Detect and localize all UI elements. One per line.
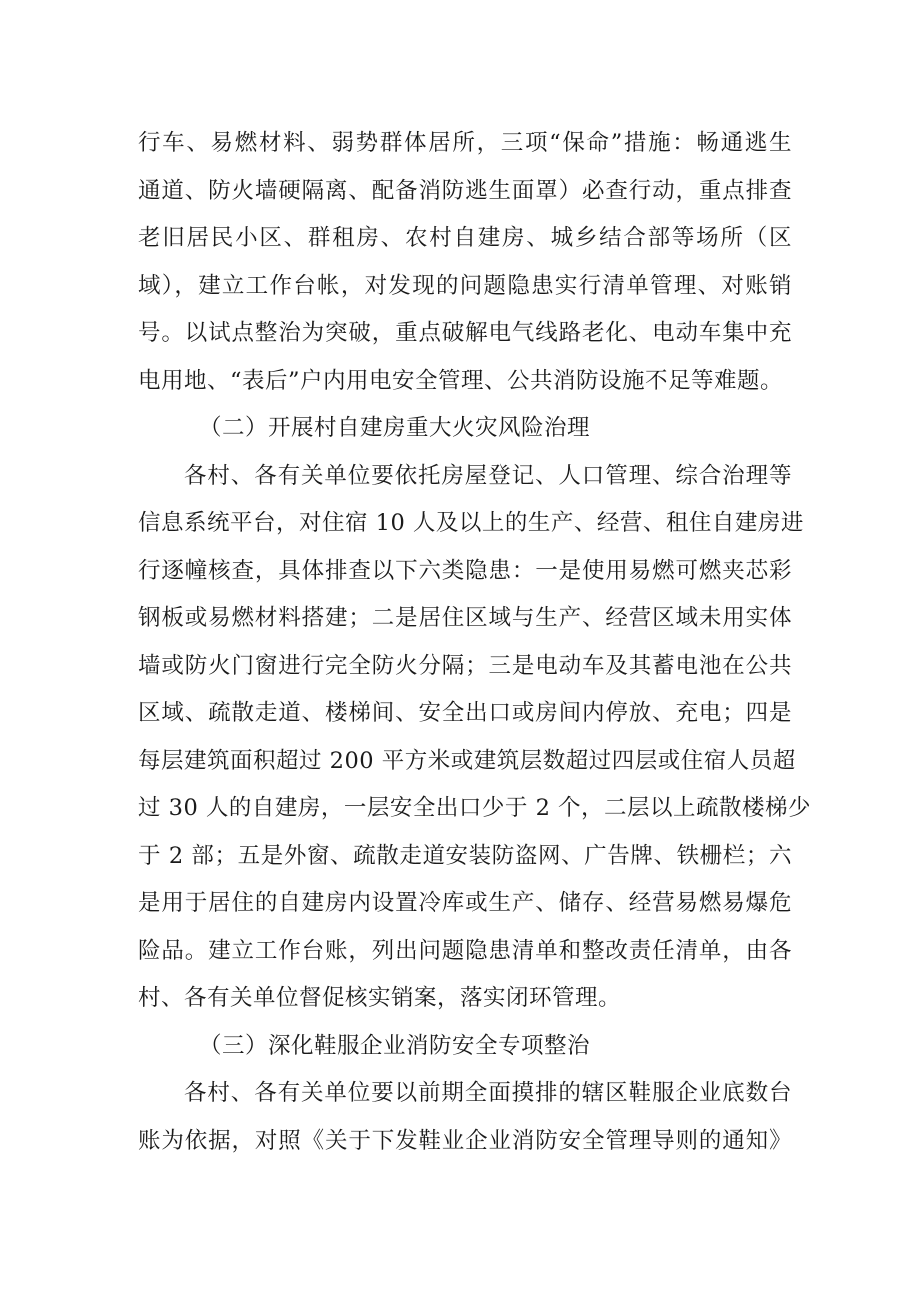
text-line: 险品。建立工作台账，列出问题隐患清单和整改责任清单，由各: [138, 937, 792, 964]
text-line: 区域、疏散走道、楼梯间、安全出口或房间内停放、充电；四是: [138, 700, 792, 726]
text-line: 村、各有关单位督促核实销案，落实闭环管理。: [138, 985, 622, 1011]
section-heading: （三）深化鞋服企业消防安全专项整治: [199, 1032, 591, 1059]
document-body: [138, 120, 812, 1165]
text-line: 过 30 人的自建房，一层安全出口少于 2 个，二层以上疏散楼梯少: [138, 795, 812, 821]
text-line: 墙或防火门窗进行完全防火分隔；三是电动车及其蓄电池在公共: [138, 652, 792, 679]
text-line: 电用地、“表后”户内用电安全管理、公共消防设施不足等难题。: [138, 367, 784, 394]
text-line: 账为依据，对照《关于下发鞋业企业消防安全管理导则的通知》: [138, 1127, 792, 1154]
text-line: 行逐幢核查，具体排查以下六类隐患：一是使用易燃可燃夹芯彩: [138, 557, 792, 584]
text-line: 域），建立工作台帐，对发现的问题隐患实行清单管理、对账销: [138, 272, 792, 299]
paragraph-first-line: 各村、各有关单位要依托房屋登记、人口管理、综合治理等: [184, 462, 792, 489]
text-line: 信息系统平台，对住宿 10 人及以上的生产、经营、租住自建房进: [138, 510, 804, 536]
text-line: 号。以试点整治为突破，重点破解电气线路老化、电动车集中充: [138, 320, 792, 346]
section-heading: （二）开展村自建房重大火灾风险治理: [199, 415, 591, 441]
paragraph-first-line: 各村、各有关单位要以前期全面摸排的辖区鞋服企业底数台: [184, 1080, 792, 1106]
text-line: 于 2 部；五是外窗、疏散走道安装防盗网、广告牌、铁栅栏；六: [138, 842, 792, 869]
text-line: 钢板或易燃材料搭建；二是居住区域与生产、经营区域未用实体: [138, 605, 792, 631]
text-line: 是用于居住的自建房内设置冷库或生产、储存、经营易燃易爆危: [138, 890, 792, 916]
text-line: 每层建筑面积超过 200 平方米或建筑层数超过四层或住宿人员超: [138, 747, 796, 774]
text-line: 通道、防火墙硬隔离、配备消防逃生面罩）必查行动，重点排查: [138, 177, 792, 204]
text-line: 老旧居民小区、群租房、农村自建房、城乡结合部等场所（区: [138, 225, 792, 251]
text-line: 行车、易燃材料、弱势群体居所，三项“保命”措施：畅通逃生: [138, 130, 792, 156]
